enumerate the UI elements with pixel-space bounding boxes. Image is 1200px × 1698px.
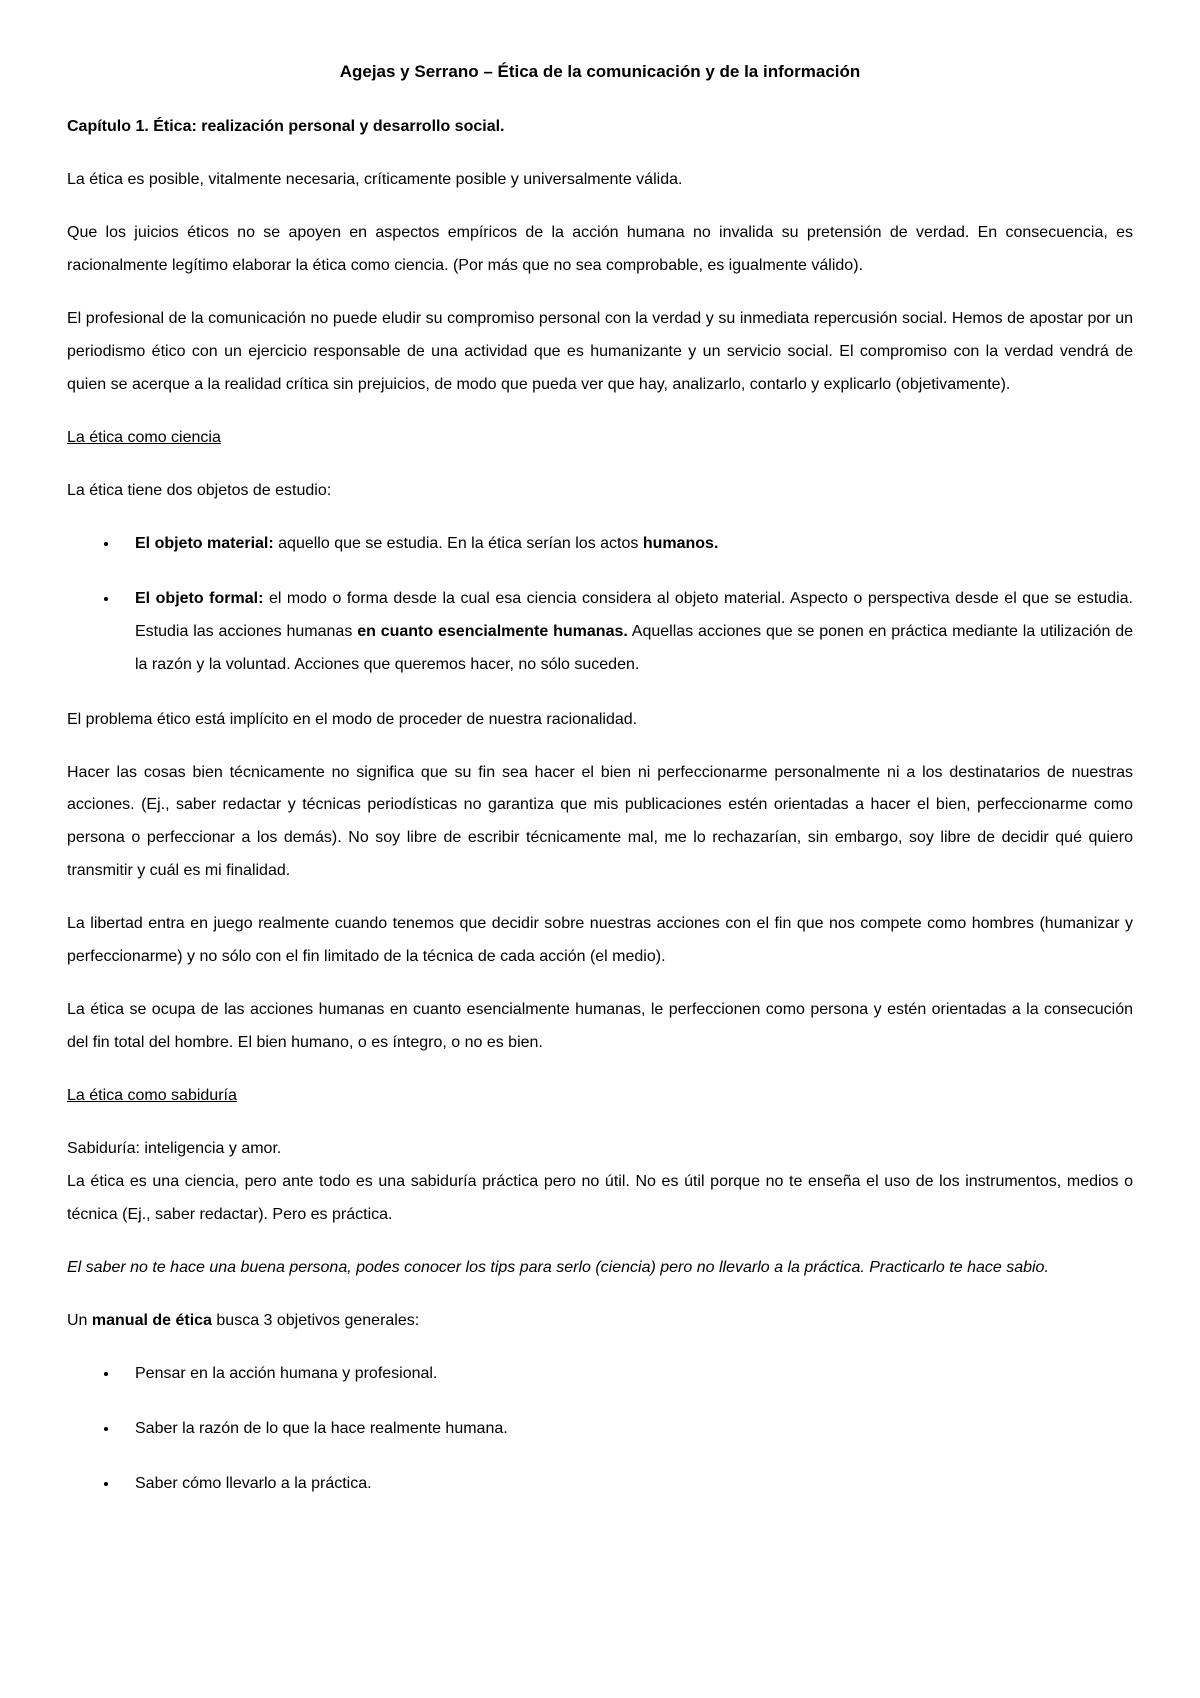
- text-run: Agejas y Serrano – Ética de la comunicación y de la información: [339, 62, 861, 81]
- text-run: Saber cómo llevarlo a la práctica.: [135, 1474, 372, 1492]
- text-run: El profesional de la comunicación no puede eludir su compromiso personal con la verdad y su inmediata repercusión social. Hemos de apostar por un periodismo ético con un ejercicio responsable de una actividad que es humanizante y un servicio social. El compromiso con la verdad vendrá de quien se acerque a la realidad crítica sin prejuicios, de modo que pueda ver que hay, analizarlo, contarlo y explicarlo (objetivamente).: [67, 310, 1133, 393]
- bullet-list: [67, 528, 1133, 682]
- paragraph: [67, 994, 1133, 1060]
- text-run: La ética es una ciencia, pero ante todo es una sabiduría práctica pero no útil. No es útil porque no te enseña el uso de los instrumentos, medios o técnica (Ej., saber redactar). Pero es práctica.: [67, 1173, 1133, 1224]
- text-run: Saber la razón de lo que la hace realmente humana.: [135, 1419, 508, 1437]
- paragraph: [67, 217, 1133, 283]
- paragraph: [67, 164, 1133, 197]
- paragraph: [67, 1252, 1133, 1285]
- document-title: [67, 58, 1133, 85]
- paragraph: [67, 1166, 1133, 1232]
- paragraph: [67, 475, 1133, 508]
- text-run: El objeto material:: [135, 534, 274, 552]
- text-run: La ética es posible, vitalmente necesaria, críticamente posible y universalmente válida.: [67, 171, 683, 189]
- text-run: Un: [67, 1311, 92, 1329]
- text-run: busca 3 objetivos generales:: [211, 1311, 420, 1329]
- text-run: Aquellas acciones que se ponen en práctica mediante la utilización de la razón y la voluntad. Acciones que queremos hacer, no sólo suceden.: [135, 622, 1133, 673]
- list-item: [119, 1358, 1133, 1391]
- section-heading: [67, 422, 1133, 455]
- text-run: La ética tiene dos objetos de estudio:: [67, 481, 332, 499]
- document-body: [67, 58, 1133, 1501]
- paragraph: [67, 908, 1133, 974]
- paragraph: [67, 1305, 1133, 1338]
- text-run: Capítulo 1. Ética: realización personal y desarrollo social.: [67, 118, 505, 136]
- list-item: [119, 583, 1133, 682]
- text-run: La ética se ocupa de las acciones humanas en cuanto esencialmente humanas, le perfeccionen como persona y estén orientadas a la consecución del fin total del hombre. El bien humano, o es íntegro, o no es bien.: [67, 1001, 1133, 1052]
- text-run: El objeto formal:: [135, 589, 264, 607]
- text-run: Que los juicios éticos no se apoyen en aspectos empíricos de la acción humana no invalida su pretensión de verdad. En consecuencia, es racionalmente legítimo elaborar la ética como ciencia. (Por más que no sea comprobable, es igualmente válido).: [67, 224, 1133, 275]
- text-run: aquello que se estudia. En la ética serían los actos: [273, 534, 643, 552]
- text-run: humanos.: [642, 534, 719, 552]
- paragraph: [67, 303, 1133, 402]
- section-heading: [67, 1080, 1133, 1113]
- text-run: La libertad entra en juego realmente cuando tenemos que decidir sobre nuestras acciones con el fin que nos compete como hombres (humanizar y perfeccionarme) y no sólo con el fin limitado de la técnica de cada acción (el medio).: [67, 915, 1133, 966]
- text-run: El saber no te hace una buena persona, podes conocer los tips para serlo (ciencia) pero no llevarlo a la práctica. Practicarlo te hace sabio.: [67, 1258, 1049, 1276]
- text-run: La ética como ciencia: [67, 428, 221, 446]
- text-run: manual de ética: [91, 1311, 212, 1329]
- text-run: El problema ético está implícito en el modo de proceder de nuestra racionalidad.: [67, 710, 638, 728]
- text-run: el modo o forma desde la cual esa ciencia considera al objeto material. Aspecto o perspectiva desde el que se estudia. Estudia las acciones humanas: [135, 589, 1133, 640]
- paragraph: [67, 704, 1133, 737]
- bullet-list: [67, 1358, 1133, 1501]
- paragraph: [67, 1133, 1133, 1166]
- paragraph: [67, 111, 1133, 144]
- text-run: en cuanto esencialmente humanas.: [357, 622, 628, 640]
- text-run: Pensar en la acción humana y profesional.: [135, 1364, 438, 1382]
- text-run: La ética como sabiduría: [67, 1087, 237, 1105]
- list-item: [119, 1413, 1133, 1446]
- text-run: Hacer las cosas bien técnicamente no significa que su fin sea hacer el bien ni perfeccionarme personalmente ni a los destinatarios de nuestras acciones. (Ej., saber redactar y técnicas periodísticas no garantiza que mis publicaciones estén orientadas a hacer el bien, perfeccionarme como persona o perfeccionar a los demás). No soy libre de escribir técnicamente mal, me lo rechazarían, sin embargo, soy libre de decidir qué quiero transmitir y cuál es mi finalidad.: [67, 763, 1133, 880]
- list-item: [119, 528, 1133, 561]
- list-item: [119, 1468, 1133, 1501]
- text-run: Sabiduría: inteligencia y amor.: [67, 1140, 282, 1158]
- paragraph: [67, 757, 1133, 889]
